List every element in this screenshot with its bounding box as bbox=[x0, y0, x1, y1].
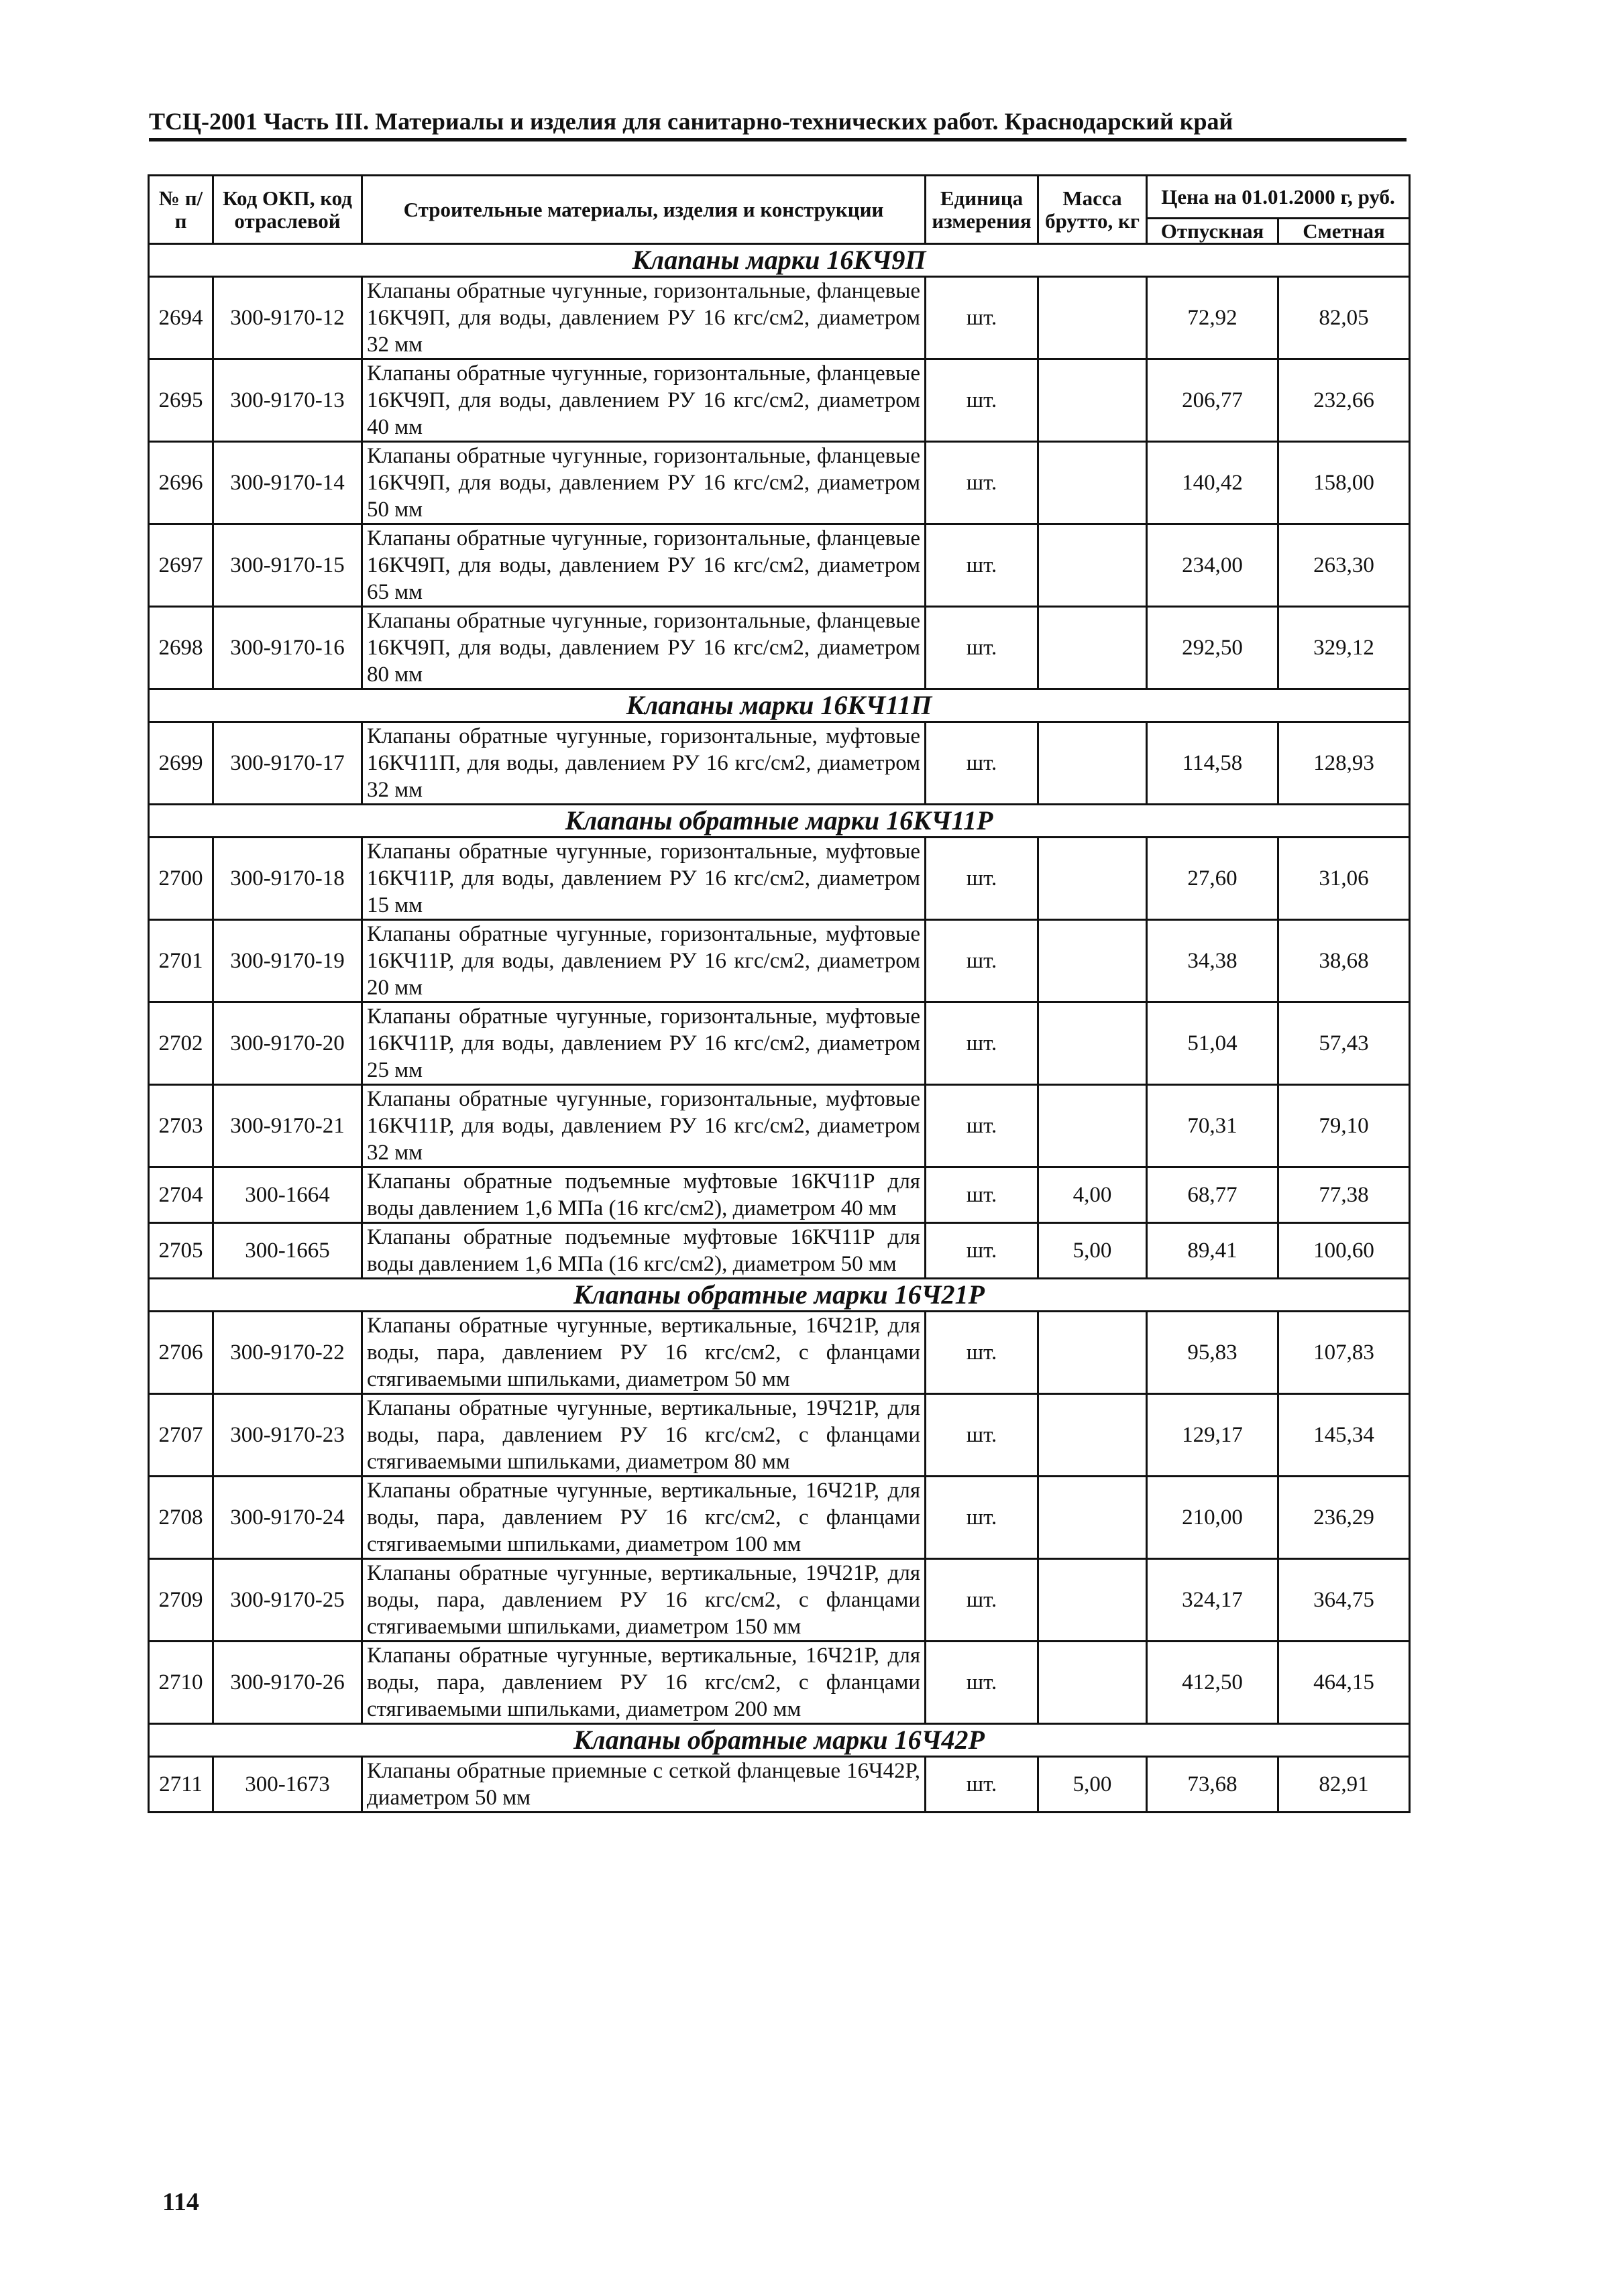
table-row bbox=[149, 359, 1410, 442]
material-description: Клапаны обратные чугунные, горизонтальные, муфтовые 16КЧ11П, для воды, давлением РУ 16 кгс/см2, диаметром 32 мм bbox=[362, 722, 926, 805]
table-row bbox=[149, 1002, 1410, 1085]
estimate-price: 236,29 bbox=[1278, 1477, 1410, 1559]
material-description: Клапаны обратные чугунные, горизонтальные, фланцевые 16КЧ9П, для воды, давлением РУ 16 кгс/см2, диаметром 65 мм bbox=[362, 524, 926, 607]
estimate-price: 232,66 bbox=[1278, 359, 1410, 442]
unit-cell: шт. bbox=[926, 838, 1038, 920]
table-row bbox=[149, 277, 1410, 359]
table-row bbox=[149, 1477, 1410, 1559]
mass-cell bbox=[1038, 607, 1147, 689]
release-price: 70,31 bbox=[1147, 1085, 1278, 1167]
page-header: ТСЦ-2001 Часть III. Материалы и изделия для санитарно-технических работ. Краснодарский край bbox=[149, 108, 1233, 135]
table-row bbox=[149, 1223, 1410, 1279]
row-number: 2694 bbox=[149, 277, 213, 359]
release-price: 292,50 bbox=[1147, 607, 1278, 689]
header-mass: Масса брутто, кг bbox=[1038, 176, 1147, 244]
material-description: Клапаны обратные подъемные муфтовые 16КЧ11Р для воды давлением 1,6 МПа (16 кгс/см2), диаметром 50 мм bbox=[362, 1223, 926, 1279]
section-header-row bbox=[149, 689, 1410, 722]
okp-code: 300-9170-22 bbox=[213, 1312, 362, 1394]
row-number: 2695 bbox=[149, 359, 213, 442]
estimate-price: 107,83 bbox=[1278, 1312, 1410, 1394]
row-number: 2699 bbox=[149, 722, 213, 805]
unit-cell: шт. bbox=[926, 722, 1038, 805]
okp-code: 300-1673 bbox=[213, 1757, 362, 1813]
okp-code: 300-9170-26 bbox=[213, 1642, 362, 1724]
table-row bbox=[149, 722, 1410, 805]
okp-code: 300-9170-18 bbox=[213, 838, 362, 920]
row-number: 2703 bbox=[149, 1085, 213, 1167]
release-price: 129,17 bbox=[1147, 1394, 1278, 1477]
mass-cell bbox=[1038, 1559, 1147, 1642]
estimate-price: 82,91 bbox=[1278, 1757, 1410, 1813]
table-body bbox=[149, 244, 1410, 1813]
section-title: Клапаны марки 16КЧ9П bbox=[149, 244, 1410, 277]
row-number: 2698 bbox=[149, 607, 213, 689]
header-price-estimate: Сметная bbox=[1278, 219, 1410, 244]
release-price: 51,04 bbox=[1147, 1002, 1278, 1085]
header-price-release: Отпускная bbox=[1147, 219, 1278, 244]
mass-cell bbox=[1038, 524, 1147, 607]
header-code: Код ОКП, код отраслевой bbox=[213, 176, 362, 244]
mass-cell bbox=[1038, 1085, 1147, 1167]
unit-cell: шт. bbox=[926, 1002, 1038, 1085]
mass-cell: 4,00 bbox=[1038, 1167, 1147, 1223]
okp-code: 300-9170-24 bbox=[213, 1477, 362, 1559]
okp-code: 300-9170-25 bbox=[213, 1559, 362, 1642]
table-header bbox=[149, 176, 1410, 244]
mass-cell: 5,00 bbox=[1038, 1223, 1147, 1279]
okp-code: 300-9170-12 bbox=[213, 277, 362, 359]
page-number: 114 bbox=[162, 2188, 199, 2216]
estimate-price: 82,05 bbox=[1278, 277, 1410, 359]
table-row bbox=[149, 1312, 1410, 1394]
row-number: 2707 bbox=[149, 1394, 213, 1477]
mass-cell bbox=[1038, 277, 1147, 359]
material-description: Клапаны обратные чугунные, вертикальные, 19Ч21Р, для воды, пара, давлением РУ 16 кгс/см2, с фланцами стягиваемыми шпильками, диаметром 150 мм bbox=[362, 1559, 926, 1642]
table-row bbox=[149, 1642, 1410, 1724]
material-description: Клапаны обратные приемные с сеткой фланцевые 16Ч42Р, диаметром 50 мм bbox=[362, 1757, 926, 1813]
row-number: 2706 bbox=[149, 1312, 213, 1394]
unit-cell: шт. bbox=[926, 920, 1038, 1002]
okp-code: 300-9170-21 bbox=[213, 1085, 362, 1167]
mass-cell bbox=[1038, 1002, 1147, 1085]
section-title: Клапаны обратные марки 16Ч21Р bbox=[149, 1279, 1410, 1312]
unit-cell: шт. bbox=[926, 1223, 1038, 1279]
unit-cell: шт. bbox=[926, 1559, 1038, 1642]
okp-code: 300-9170-15 bbox=[213, 524, 362, 607]
row-number: 2710 bbox=[149, 1642, 213, 1724]
section-title: Клапаны обратные марки 16КЧ11Р bbox=[149, 805, 1410, 838]
header-rule bbox=[149, 138, 1407, 141]
material-description: Клапаны обратные чугунные, горизонтальные, фланцевые 16КЧ9П, для воды, давлением РУ 16 кгс/см2, диаметром 50 мм bbox=[362, 442, 926, 524]
price-table bbox=[148, 174, 1411, 1813]
release-price: 210,00 bbox=[1147, 1477, 1278, 1559]
mass-cell bbox=[1038, 1394, 1147, 1477]
row-number: 2709 bbox=[149, 1559, 213, 1642]
mass-cell bbox=[1038, 442, 1147, 524]
estimate-price: 77,38 bbox=[1278, 1167, 1410, 1223]
okp-code: 300-9170-20 bbox=[213, 1002, 362, 1085]
release-price: 412,50 bbox=[1147, 1642, 1278, 1724]
mass-cell bbox=[1038, 838, 1147, 920]
estimate-price: 79,10 bbox=[1278, 1085, 1410, 1167]
release-price: 68,77 bbox=[1147, 1167, 1278, 1223]
okp-code: 300-9170-13 bbox=[213, 359, 362, 442]
unit-cell: шт. bbox=[926, 442, 1038, 524]
unit-cell: шт. bbox=[926, 359, 1038, 442]
section-header-row bbox=[149, 1279, 1410, 1312]
row-number: 2700 bbox=[149, 838, 213, 920]
material-description: Клапаны обратные чугунные, горизонтальные, фланцевые 16КЧ9П, для воды, давлением РУ 16 кгс/см2, диаметром 32 мм bbox=[362, 277, 926, 359]
section-header-row bbox=[149, 805, 1410, 838]
release-price: 72,92 bbox=[1147, 277, 1278, 359]
material-description: Клапаны обратные чугунные, вертикальные, 16Ч21Р, для воды, пара, давлением РУ 16 кгс/см2, с фланцами стягиваемыми шпильками, диаметром 100 мм bbox=[362, 1477, 926, 1559]
material-description: Клапаны обратные чугунные, горизонтальные, фланцевые 16КЧ9П, для воды, давлением РУ 16 кгс/см2, диаметром 40 мм bbox=[362, 359, 926, 442]
section-title: Клапаны обратные марки 16Ч42Р bbox=[149, 1724, 1410, 1757]
section-title: Клапаны марки 16КЧ11П bbox=[149, 689, 1410, 722]
unit-cell: шт. bbox=[926, 277, 1038, 359]
mass-cell bbox=[1038, 1312, 1147, 1394]
row-number: 2697 bbox=[149, 524, 213, 607]
release-price: 27,60 bbox=[1147, 838, 1278, 920]
mass-cell bbox=[1038, 1642, 1147, 1724]
estimate-price: 57,43 bbox=[1278, 1002, 1410, 1085]
estimate-price: 364,75 bbox=[1278, 1559, 1410, 1642]
row-number: 2705 bbox=[149, 1223, 213, 1279]
material-description: Клапаны обратные подъемные муфтовые 16КЧ11Р для воды давлением 1,6 МПа (16 кгс/см2), диаметром 40 мм bbox=[362, 1167, 926, 1223]
unit-cell: шт. bbox=[926, 1477, 1038, 1559]
estimate-price: 158,00 bbox=[1278, 442, 1410, 524]
release-price: 114,58 bbox=[1147, 722, 1278, 805]
table-row bbox=[149, 1757, 1410, 1813]
material-description: Клапаны обратные чугунные, вертикальные, 16Ч21Р, для воды, пара, давлением РУ 16 кгс/см2, с фланцами стягиваемыми шпильками, диаметром 200 мм bbox=[362, 1642, 926, 1724]
estimate-price: 464,15 bbox=[1278, 1642, 1410, 1724]
estimate-price: 38,68 bbox=[1278, 920, 1410, 1002]
estimate-price: 31,06 bbox=[1278, 838, 1410, 920]
unit-cell: шт. bbox=[926, 1757, 1038, 1813]
release-price: 95,83 bbox=[1147, 1312, 1278, 1394]
estimate-price: 263,30 bbox=[1278, 524, 1410, 607]
material-description: Клапаны обратные чугунные, горизонтальные, муфтовые 16КЧ11Р, для воды, давлением РУ 16 кгс/см2, диаметром 15 мм bbox=[362, 838, 926, 920]
unit-cell: шт. bbox=[926, 607, 1038, 689]
release-price: 73,68 bbox=[1147, 1757, 1278, 1813]
mass-cell bbox=[1038, 359, 1147, 442]
row-number: 2696 bbox=[149, 442, 213, 524]
row-number: 2702 bbox=[149, 1002, 213, 1085]
okp-code: 300-9170-19 bbox=[213, 920, 362, 1002]
unit-cell: шт. bbox=[926, 1394, 1038, 1477]
release-price: 234,00 bbox=[1147, 524, 1278, 607]
material-description: Клапаны обратные чугунные, горизонтальные, муфтовые 16КЧ11Р, для воды, давлением РУ 16 кгс/см2, диаметром 25 мм bbox=[362, 1002, 926, 1085]
okp-code: 300-1665 bbox=[213, 1223, 362, 1279]
mass-cell bbox=[1038, 1477, 1147, 1559]
table-row bbox=[149, 838, 1410, 920]
release-price: 324,17 bbox=[1147, 1559, 1278, 1642]
okp-code: 300-9170-23 bbox=[213, 1394, 362, 1477]
row-number: 2704 bbox=[149, 1167, 213, 1223]
unit-cell: шт. bbox=[926, 1642, 1038, 1724]
table-row bbox=[149, 442, 1410, 524]
material-description: Клапаны обратные чугунные, вертикальные, 19Ч21Р, для воды, пара, давлением РУ 16 кгс/см2, с фланцами стягиваемыми шпильками, диаметром 80 мм bbox=[362, 1394, 926, 1477]
row-number: 2711 bbox=[149, 1757, 213, 1813]
estimate-price: 128,93 bbox=[1278, 722, 1410, 805]
release-price: 34,38 bbox=[1147, 920, 1278, 1002]
material-description: Клапаны обратные чугунные, горизонтальные, муфтовые 16КЧ11Р, для воды, давлением РУ 16 кгс/см2, диаметром 20 мм bbox=[362, 920, 926, 1002]
mass-cell bbox=[1038, 722, 1147, 805]
table-row bbox=[149, 607, 1410, 689]
release-price: 206,77 bbox=[1147, 359, 1278, 442]
price-table-wrapper bbox=[148, 174, 1409, 1813]
table-row bbox=[149, 1559, 1410, 1642]
section-header-row bbox=[149, 1724, 1410, 1757]
header-unit: Единица измерения bbox=[926, 176, 1038, 244]
okp-code: 300-1664 bbox=[213, 1167, 362, 1223]
row-number: 2708 bbox=[149, 1477, 213, 1559]
table-row bbox=[149, 1085, 1410, 1167]
table-row bbox=[149, 524, 1410, 607]
table-row bbox=[149, 1167, 1410, 1223]
material-description: Клапаны обратные чугунные, вертикальные, 16Ч21Р, для воды, пара, давлением РУ 16 кгс/см2, с фланцами стягиваемыми шпильками, диаметром 50 мм bbox=[362, 1312, 926, 1394]
okp-code: 300-9170-14 bbox=[213, 442, 362, 524]
row-number: 2701 bbox=[149, 920, 213, 1002]
okp-code: 300-9170-16 bbox=[213, 607, 362, 689]
estimate-price: 145,34 bbox=[1278, 1394, 1410, 1477]
release-price: 89,41 bbox=[1147, 1223, 1278, 1279]
estimate-price: 329,12 bbox=[1278, 607, 1410, 689]
unit-cell: шт. bbox=[926, 1085, 1038, 1167]
header-price-group: Цена на 01.01.2000 г, руб. bbox=[1147, 176, 1410, 219]
unit-cell: шт. bbox=[926, 1167, 1038, 1223]
header-no: № п/п bbox=[149, 176, 213, 244]
unit-cell: шт. bbox=[926, 1312, 1038, 1394]
unit-cell: шт. bbox=[926, 524, 1038, 607]
release-price: 140,42 bbox=[1147, 442, 1278, 524]
table-row bbox=[149, 920, 1410, 1002]
section-header-row bbox=[149, 244, 1410, 277]
header-description: Строительные материалы, изделия и конструкции bbox=[362, 176, 926, 244]
material-description: Клапаны обратные чугунные, горизонтальные, муфтовые 16КЧ11Р, для воды, давлением РУ 16 кгс/см2, диаметром 32 мм bbox=[362, 1085, 926, 1167]
material-description: Клапаны обратные чугунные, горизонтальные, фланцевые 16КЧ9П, для воды, давлением РУ 16 кгс/см2, диаметром 80 мм bbox=[362, 607, 926, 689]
mass-cell bbox=[1038, 920, 1147, 1002]
estimate-price: 100,60 bbox=[1278, 1223, 1410, 1279]
okp-code: 300-9170-17 bbox=[213, 722, 362, 805]
mass-cell: 5,00 bbox=[1038, 1757, 1147, 1813]
table-row bbox=[149, 1394, 1410, 1477]
